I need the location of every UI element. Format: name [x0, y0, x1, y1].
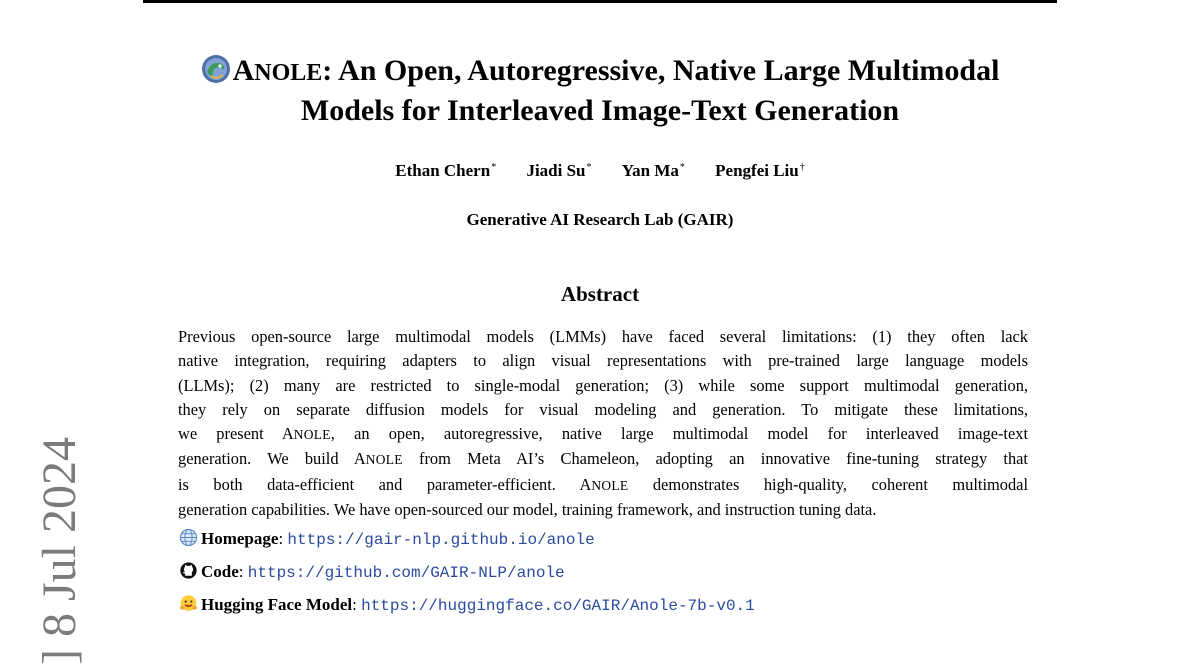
abstract-line: generation capabilities. We have open-sourced our model, training framework, and instruction tuning data. [178, 500, 877, 520]
homepage-label: Homepage [201, 529, 279, 548]
author-mark: † [799, 162, 805, 173]
abstract-line: Previous open-source large multimodal models (LMMs) have faced several limitations: (1) they often lack [178, 327, 1028, 346]
anole-name-rest: NOLE [591, 477, 629, 493]
abstract-text: , an open, autoregressive, native large multimodal model for interleaved image-text [330, 424, 1028, 444]
abstract-line [178, 447, 1028, 472]
code-link-row: Code: https://github.com/GAIR-NLP/anole [179, 561, 565, 582]
hugging-face-label: Hugging Face Model [201, 595, 353, 614]
abstract-line: native integration, requiring adapters to align visual representations with pre-trained large language models [178, 351, 1028, 371]
author-name: Yan Ma [621, 161, 679, 180]
author [622, 161, 685, 180]
hugging-face-url-link[interactable]: https://huggingface.co/GAIR/Anole-7b-v0.1 [361, 597, 755, 615]
author-mark: * [491, 162, 497, 173]
anole-name-rest: NOLE [365, 452, 403, 468]
hugging-face-link-row: Hugging Face Model: https://huggingface.co/GAIR/Anole-7b-v0.1 [179, 594, 755, 615]
author-name: Pengfei Liu [715, 161, 799, 180]
abstract-text: is both data-efficient and parameter-efficient. [178, 474, 580, 494]
code-label: Code [201, 562, 239, 581]
abstract-text: we present [178, 424, 282, 444]
homepage-url-link[interactable]: https://gair-nlp.github.io/anole [287, 531, 595, 549]
github-icon [179, 561, 198, 580]
homepage-link-row: Homepage: https://gair-nlp.github.io/anole [179, 528, 595, 549]
title-line-1 [140, 52, 1060, 92]
abstract-text: demonstrates high-quality, coherent multimodal [628, 474, 1028, 494]
anole-name-initial: A [281, 424, 294, 444]
affiliation: Generative AI Research Lab (GAIR) [466, 210, 734, 229]
author [395, 161, 496, 180]
hugging-face-icon [179, 594, 198, 613]
top-rule [143, 0, 1057, 3]
paper-title [140, 52, 1060, 130]
anole-name-initial: A [579, 474, 592, 494]
title-name-rest: NOLE [254, 60, 323, 86]
anole-name-initial: A [353, 449, 366, 469]
author [526, 161, 591, 180]
author-list [0, 161, 1200, 181]
abstract-line: (LLMs); (2) many are restricted to single-modal generation; (3) while some support multimodal generation, [178, 375, 1028, 395]
anole-name-rest: NOLE [293, 427, 331, 443]
abstract-line: they rely on separate diffusion models for visual modeling and generation. To mitigate these limitations, [178, 399, 1028, 419]
author-mark: * [679, 162, 685, 173]
author [715, 161, 805, 180]
abstract-heading: Abstract [560, 282, 640, 306]
arxiv-date-stamp: ] 8 Jul 2024 [33, 437, 86, 665]
abstract-line [178, 473, 1028, 498]
title-name-initial: A [232, 54, 255, 87]
title-line-2: Models for Interleaved Image-Text Generation [300, 94, 900, 127]
author-mark: * [586, 162, 592, 173]
globe-icon [179, 528, 198, 547]
code-url-link[interactable]: https://github.com/GAIR-NLP/anole [247, 564, 565, 582]
abstract-text: from Meta AI’s Chameleon, adopting an innovative fine-tuning strategy that [402, 449, 1028, 469]
abstract-body [178, 325, 1028, 522]
title-line-1-rest: : An Open, Autoregressive, Native Large Multimodal [322, 54, 1000, 87]
author-name: Ethan Chern [395, 161, 491, 180]
abstract-line [178, 422, 1028, 447]
anole-logo-icon [201, 54, 231, 84]
author-name: Jiadi Su [526, 161, 586, 180]
abstract-text: generation. We build [178, 449, 354, 469]
